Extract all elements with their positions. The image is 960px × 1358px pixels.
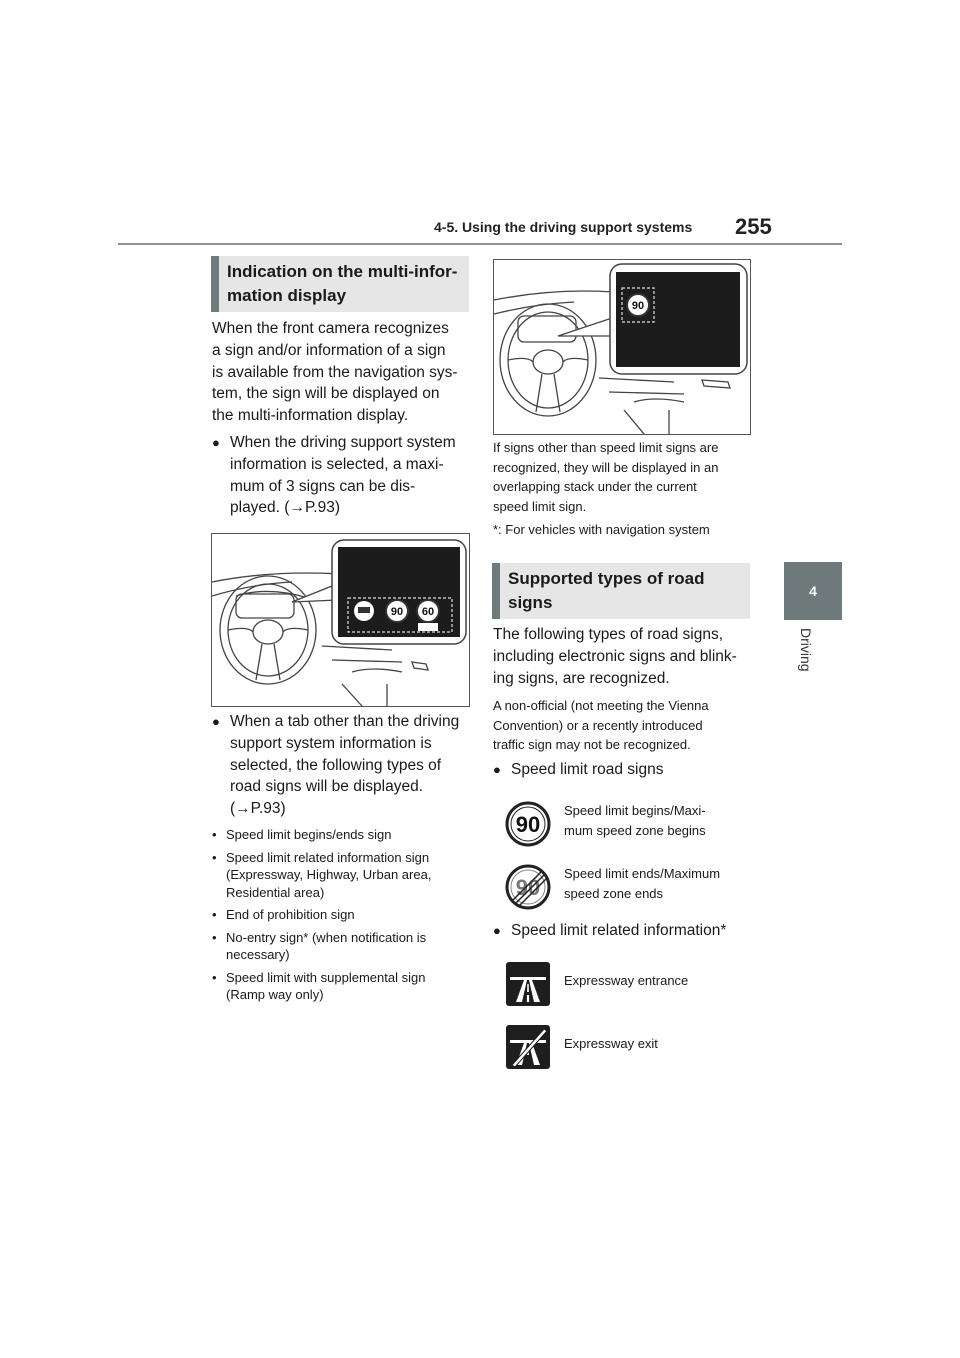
text-line: End of prohibition sign bbox=[226, 907, 355, 922]
text-line: a sign and/or information of a sign bbox=[212, 341, 446, 359]
figure-dashboard-single-sign bbox=[493, 259, 751, 435]
text-line: (Ramp way only) bbox=[226, 987, 324, 1002]
bullet-related-info bbox=[493, 920, 755, 942]
text-line: Speed limit ends/Maximum bbox=[564, 866, 721, 881]
text-line: speed limit sign. bbox=[493, 498, 587, 514]
running-header: 4-5. Using the driving support systems bbox=[434, 219, 693, 235]
sign-label-90: 90 bbox=[515, 875, 541, 900]
text-line: mum of 3 signs can be dis- bbox=[230, 477, 416, 495]
figure-caption bbox=[493, 438, 755, 516]
text-line: including electronic signs and blink- bbox=[493, 647, 737, 665]
chapter-tab: 4 bbox=[784, 562, 842, 620]
section-heading-multi-info bbox=[211, 256, 469, 312]
bullet-dot: ● bbox=[493, 923, 501, 938]
sign-label-90: 90 bbox=[390, 606, 404, 618]
sign-label-90: 90 bbox=[631, 300, 645, 312]
text-line: support system information is bbox=[230, 734, 432, 752]
list-item: • Speed limit related information sign (Expressway, Highway, Urban area, Residential area) bbox=[212, 849, 432, 900]
text-line: If signs other than speed limit signs are bbox=[493, 440, 719, 455]
supported-paragraph bbox=[493, 624, 755, 689]
bullet-dot: ● bbox=[493, 762, 501, 777]
expressway-exit-icon bbox=[506, 1025, 550, 1069]
text-line: is available from the navigation sys- bbox=[212, 363, 458, 381]
section-heading-text: Indication on the multi-infor- mation display bbox=[227, 262, 458, 305]
text-line: recognized, they will be displayed in an bbox=[493, 459, 719, 475]
bullet-other-tab bbox=[212, 711, 474, 820]
speed-limit-ends-icon bbox=[505, 864, 551, 910]
bullet-dot: ● bbox=[212, 435, 220, 450]
text-line: When the front camera recognizes bbox=[212, 320, 449, 337]
text-line: road signs will be displayed. bbox=[230, 778, 423, 796]
expressway-exit-label: Expressway exit bbox=[564, 1036, 658, 1051]
text-line: When a tab other than the driving bbox=[230, 713, 460, 730]
text-line: Speed limit begins/ends sign bbox=[226, 827, 392, 842]
text-line: Convention) or a recently introduced bbox=[493, 717, 703, 733]
list-item: • End of prohibition sign bbox=[212, 907, 355, 922]
section-heading-supported-signs bbox=[492, 563, 750, 619]
text-line: overlapping stack under the current bbox=[493, 479, 697, 494]
list-item: • Speed limit begins/ends sign bbox=[212, 827, 392, 842]
sign-label-90: 90 bbox=[515, 812, 541, 837]
text-line: Speed limit related information sign bbox=[226, 849, 430, 865]
text-line: (Expressway, Highway, Urban area, bbox=[226, 867, 432, 882]
text-line: When the driving support system bbox=[230, 434, 456, 451]
sign-label-60: 60 bbox=[421, 606, 435, 618]
text-line: The following types of road signs, bbox=[493, 626, 724, 643]
chapter-label-box bbox=[796, 628, 814, 708]
page-number: 255 bbox=[735, 214, 772, 239]
text-line: played. (→P.93) bbox=[230, 499, 340, 517]
chapter-label: Driving bbox=[798, 628, 814, 672]
note-paragraph bbox=[493, 696, 755, 755]
text-line: (→P.93) bbox=[230, 800, 286, 818]
sub-bullet-list bbox=[212, 826, 474, 1004]
text-line: the multi-information display. bbox=[212, 407, 409, 425]
dashboard-illustration bbox=[494, 260, 750, 434]
speed-limit-ends-label bbox=[564, 864, 754, 903]
text-line: Residential area) bbox=[226, 884, 325, 900]
speed-limit-begins-icon bbox=[505, 801, 551, 847]
dashboard-illustration bbox=[212, 534, 469, 706]
section-heading-text: Supported types of road signs bbox=[508, 569, 705, 612]
text-line: traffic sign may not be recognized. bbox=[493, 737, 691, 752]
bullet-dot: ● bbox=[212, 714, 220, 729]
bullet-speed-limit-signs bbox=[493, 759, 755, 781]
text-line: No-entry sign* (when notification is bbox=[226, 929, 427, 945]
footnote: *: For vehicles with navigation system bbox=[493, 522, 710, 537]
figure-dashboard-three-signs bbox=[211, 533, 470, 707]
text-line: necessary) bbox=[226, 947, 290, 962]
text-line: Speed limit road signs bbox=[511, 761, 664, 778]
text-line: A non-official (not meeting the Vienna bbox=[493, 698, 709, 713]
list-item: • Speed limit with supplemental sign (Ramp way only) bbox=[212, 969, 426, 1002]
text-line: ing signs, are recognized. bbox=[493, 669, 670, 687]
text-line: Speed limit with supplemental sign bbox=[226, 969, 426, 985]
header-rule bbox=[118, 243, 842, 245]
text-line: speed zone ends bbox=[564, 885, 664, 901]
list-item: • No-entry sign* (when notification is necessary) bbox=[212, 929, 427, 962]
text-line: tem, the sign will be displayed on bbox=[212, 385, 440, 403]
text-line: Speed limit begins/Maxi- bbox=[564, 803, 706, 818]
text-line: mum speed zone begins bbox=[564, 822, 706, 838]
text-line: Speed limit related information* bbox=[511, 922, 727, 939]
bullet-driving-support bbox=[212, 432, 474, 519]
text-line: information is selected, a maxi- bbox=[230, 455, 444, 473]
intro-paragraph bbox=[212, 318, 474, 427]
speed-limit-begins-label bbox=[564, 801, 754, 840]
expressway-entrance-icon bbox=[506, 962, 550, 1006]
text-line: selected, the following types of bbox=[230, 756, 442, 774]
expressway-entrance-label: Expressway entrance bbox=[564, 973, 689, 988]
